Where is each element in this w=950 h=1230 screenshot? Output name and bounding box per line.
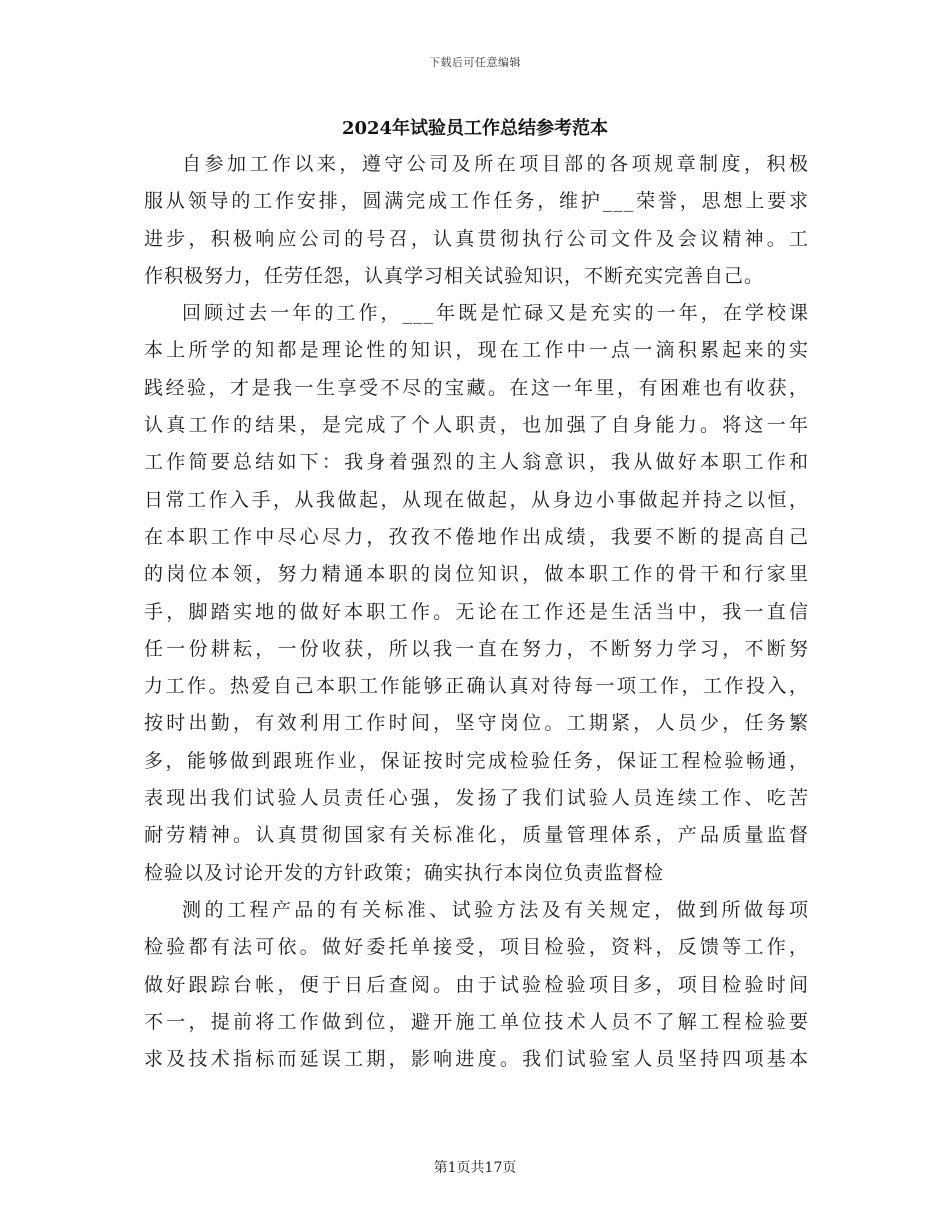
text-line: 做好跟踪台帐，便于日后查阅。由于试验检验项目多，项目检验时间 — [144, 973, 809, 996]
text-line: 服从领导的工作安排，圆满完成工作任务，维护___荣誉，思想上要求 — [144, 190, 809, 213]
text-line: 多，能够做到跟班作业，保证按时完成检验任务，保证工程检验畅通， — [144, 749, 809, 772]
text-line: 不一，提前将工作做到位，避开施工单位技术人员不了解工程检验要 — [144, 1010, 809, 1033]
text-line: 检验以及讨论开发的方针政策；确实执行本岗位负责监督检 — [144, 861, 665, 884]
text-line: 的岗位本领，努力精通本职的岗位知识，做本职工作的骨干和行家里 — [144, 563, 809, 586]
document-title: 2024年试验员工作总结参考范本 — [341, 118, 609, 139]
text-line: 日常工作入手，从我做起，从现在做起，从身边小事做起并持之以恒， — [144, 488, 809, 511]
text-line: 测的工程产品的有关标准、试验方法及有关规定，做到所做每项 — [182, 898, 809, 921]
text-line: 认真工作的结果，是完成了个人职责，也加强了自身能力。将这一年 — [144, 414, 809, 437]
text-line: 工作简要总结如下：我身着强烈的主人翁意识，我从做好本职工作和 — [144, 451, 809, 474]
text-line: 表现出我们试验人员责任心强，发扬了我们试验人员连续工作、吃苦 — [144, 787, 809, 810]
text-line: 本上所学的知都是理论性的知识，现在工作中一点一滴积累起来的实 — [144, 339, 809, 362]
text-line: 自参加工作以来，遵守公司及所在项目部的各项规章制度，积极 — [182, 153, 809, 175]
document-body — [144, 146, 809, 1078]
text-line: 回顾过去一年的工作，___年既是忙碌又是充实的一年，在学校课 — [182, 302, 809, 325]
text-line: 检验都有法可依。做好委托单接受，项目检验，资料，反馈等工作， — [144, 936, 809, 959]
text-line: 求及技术指标而延误工期，影响进度。我们试验室人员坚持四项基本 — [144, 1048, 809, 1071]
text-line: 手，脚踏实地的做好本职工作。无论在工作还是生活当中，我一直信 — [144, 600, 809, 623]
text-line: 进步，积极响应公司的号召，认真贯彻执行公司文件及会议精神。工 — [144, 227, 809, 250]
text-line: 践经验，才是我一生享受不尽的宝藏。在这一年里，有困难也有收获， — [144, 376, 809, 399]
header-note: 下载后可任意编辑 — [429, 56, 521, 69]
text-line: 作积极努力，任劳任怨，认真学习相关试验知识，不断充实完善自己。 — [144, 264, 765, 287]
text-line: 力工作。热爱自己本职工作能够正确认真对待每一项工作，工作投入， — [144, 675, 809, 698]
page-footer: 第1页共17页 — [433, 1160, 517, 1176]
text-line: 耐劳精神。认真贯彻国家有关标准化，质量管理体系，产品质量监督 — [144, 824, 809, 847]
text-line: 任一份耕耘，一份收获，所以我一直在努力，不断努力学习，不断努 — [144, 637, 809, 660]
text-line: 按时出勤，有效利用工作时间，坚守岗位。工期紧，人员少，任务繁 — [144, 712, 809, 735]
text-line: 在本职工作中尽心尽力，孜孜不倦地作出成绩，我要不断的提高自己 — [144, 525, 809, 548]
